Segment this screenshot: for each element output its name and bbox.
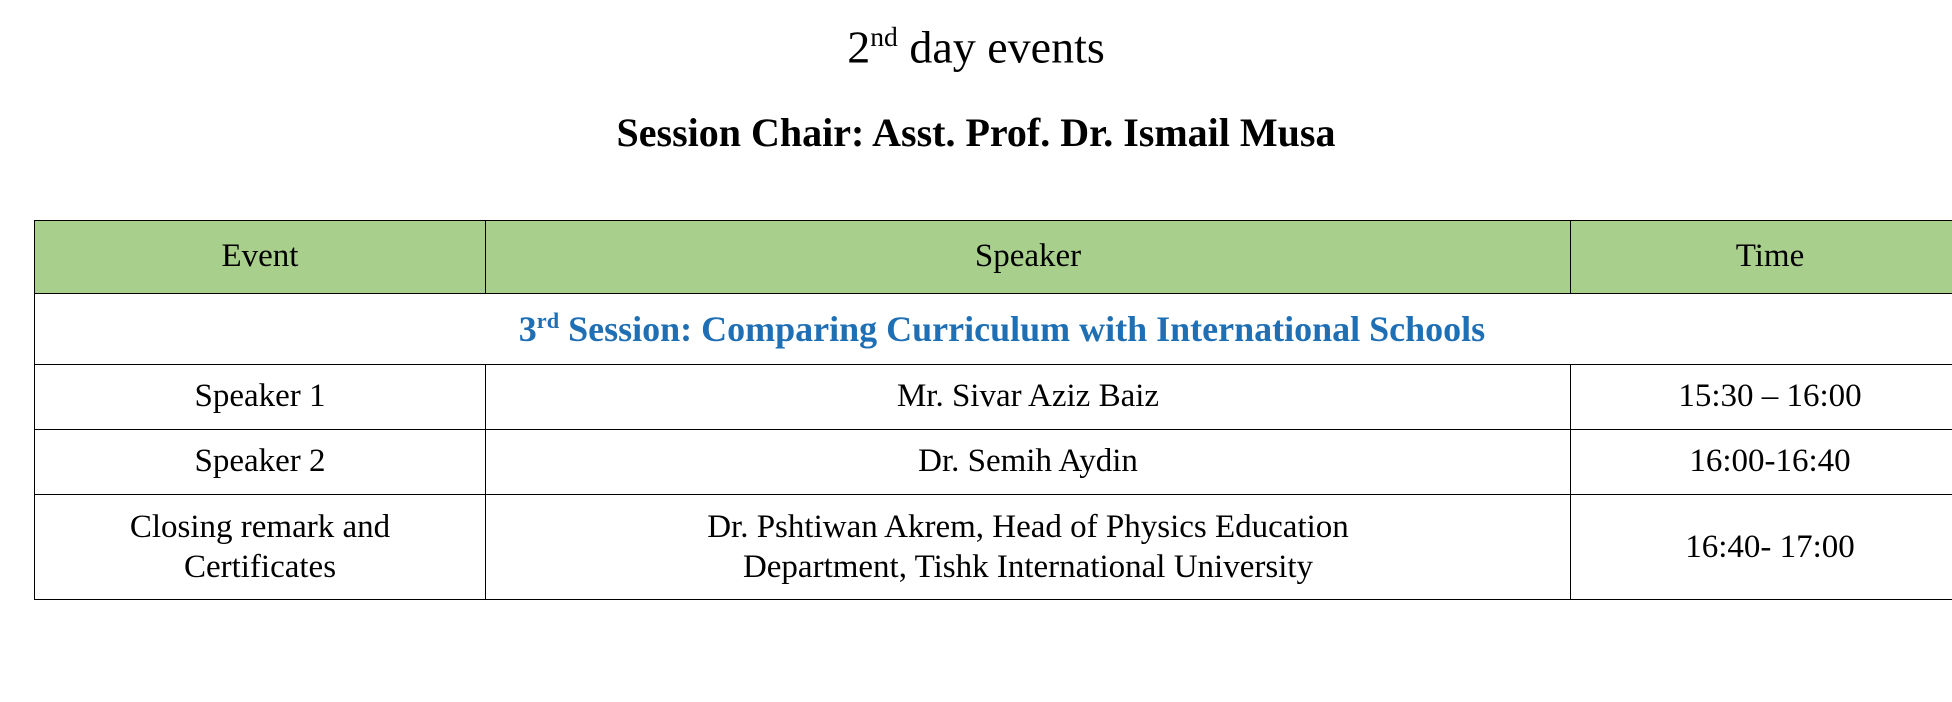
schedule-table (34, 220, 1952, 600)
column-header-event: Event (35, 220, 486, 293)
row-speaker: Dr. Semih Aydin (486, 429, 1571, 494)
row-speaker-line-2: Department, Tishk International University (494, 547, 1562, 587)
table-row (35, 494, 1952, 599)
session-title-row (35, 293, 1952, 364)
table-header-row (35, 220, 1952, 293)
schedule-table-body (35, 293, 1952, 599)
row-time: 15:30 – 16:00 (1571, 364, 1952, 429)
row-event: Speaker 2 (35, 429, 486, 494)
column-header-time: Time (1571, 220, 1952, 293)
session-title-cell (35, 293, 1952, 364)
page-title (0, 14, 1952, 73)
schedule-table-head (35, 220, 1952, 293)
row-event-line-2: Certificates (43, 547, 477, 587)
document-page (0, 14, 1952, 702)
page-title-text: day events (898, 21, 1105, 72)
row-event: Speaker 1 (35, 364, 486, 429)
session-number: 3 (519, 309, 537, 349)
row-time: 16:00-16:40 (1571, 429, 1952, 494)
row-speaker-line-1: Dr. Pshtiwan Akrem, Head of Physics Education (494, 507, 1562, 547)
page-title-ordinal-suffix: nd (870, 21, 898, 52)
row-event (35, 494, 486, 599)
row-event-line-1: Closing remark and (43, 507, 477, 547)
table-row (35, 364, 1952, 429)
page-title-number: 2 (847, 21, 870, 72)
row-speaker: Mr. Sivar Aziz Baiz (486, 364, 1571, 429)
row-time: 16:40- 17:00 (1571, 494, 1952, 599)
session-ordinal-suffix: rd (537, 308, 559, 333)
table-row (35, 429, 1952, 494)
session-chair-subtitle: Session Chair: Asst. Prof. Dr. Ismail Musa (0, 109, 1952, 156)
row-speaker (486, 494, 1571, 599)
session-title-text: Session: Comparing Curriculum with International Schools (559, 309, 1485, 349)
schedule-table-wrapper (34, 220, 1918, 600)
column-header-speaker: Speaker (486, 220, 1571, 293)
